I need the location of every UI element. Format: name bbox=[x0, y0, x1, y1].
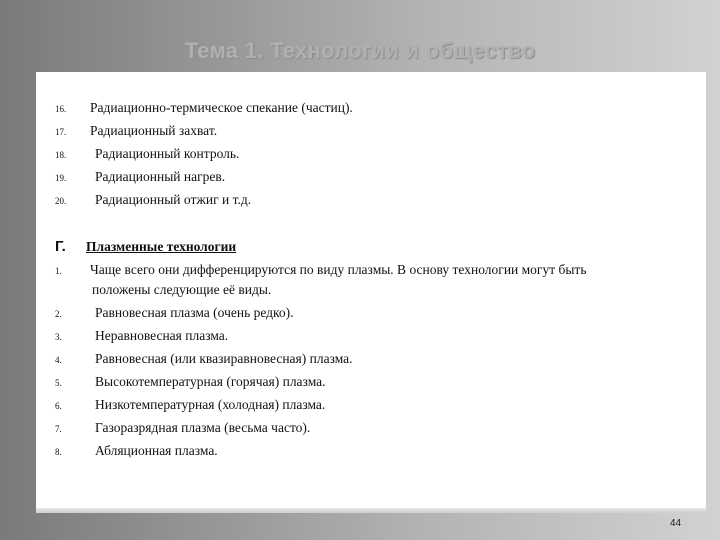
list-item-text: Абляционная плазма. bbox=[95, 443, 218, 458]
list-item-text: Радиационный нагрев. bbox=[95, 169, 226, 184]
list-item-text: Радиационный контроль. bbox=[95, 146, 240, 161]
list-item-number: 18. bbox=[55, 150, 67, 160]
list-item-number: 5. bbox=[55, 378, 62, 388]
page-number: 44 bbox=[670, 518, 682, 529]
section-intro-line-1: Чаще всего они дифференцируются по виду плазмы. В основу технологии могут быть bbox=[90, 262, 587, 277]
list-item-number: 16. bbox=[55, 104, 67, 114]
list-item-text: Радиационно-термическое спекание (частиц). bbox=[90, 100, 353, 115]
list-item-number: 2. bbox=[55, 309, 62, 319]
list-item-text: Равновесная (или квазиравновесная) плазма. bbox=[95, 351, 353, 366]
list-item-number: 20. bbox=[55, 196, 67, 206]
list-item-number: 3. bbox=[55, 332, 62, 342]
section-intro-line-2: положены следующие её виды. bbox=[92, 282, 272, 297]
list-item-number: 19. bbox=[55, 173, 67, 183]
section-heading: Плазменные технологии bbox=[86, 239, 237, 254]
list-item-text: Высокотемпературная (горячая) плазма. bbox=[95, 374, 326, 389]
list-item-number: 1. bbox=[55, 266, 62, 276]
list-item-number: 17. bbox=[55, 127, 67, 137]
list-item-text: Низкотемпературная (холодная) плазма. bbox=[95, 397, 326, 412]
list-item-number: 8. bbox=[55, 447, 62, 457]
list-item-number: 6. bbox=[55, 401, 62, 411]
list-item-text: Радиационный захват. bbox=[90, 123, 218, 138]
list-item-text: Радиационный отжиг и т.д. bbox=[95, 192, 252, 207]
list-item-number: 4. bbox=[55, 355, 62, 365]
list-item-text: Неравновесная плазма. bbox=[95, 328, 229, 343]
section-letter: Г. bbox=[55, 238, 66, 255]
list-item-text: Равновесная плазма (очень редко). bbox=[95, 305, 294, 320]
slide-title: Тема 1. Технологии и общество bbox=[184, 38, 536, 63]
list-item-number: 7. bbox=[55, 424, 62, 434]
list-item-text: Газоразрядная плазма (весьма часто). bbox=[95, 420, 311, 435]
